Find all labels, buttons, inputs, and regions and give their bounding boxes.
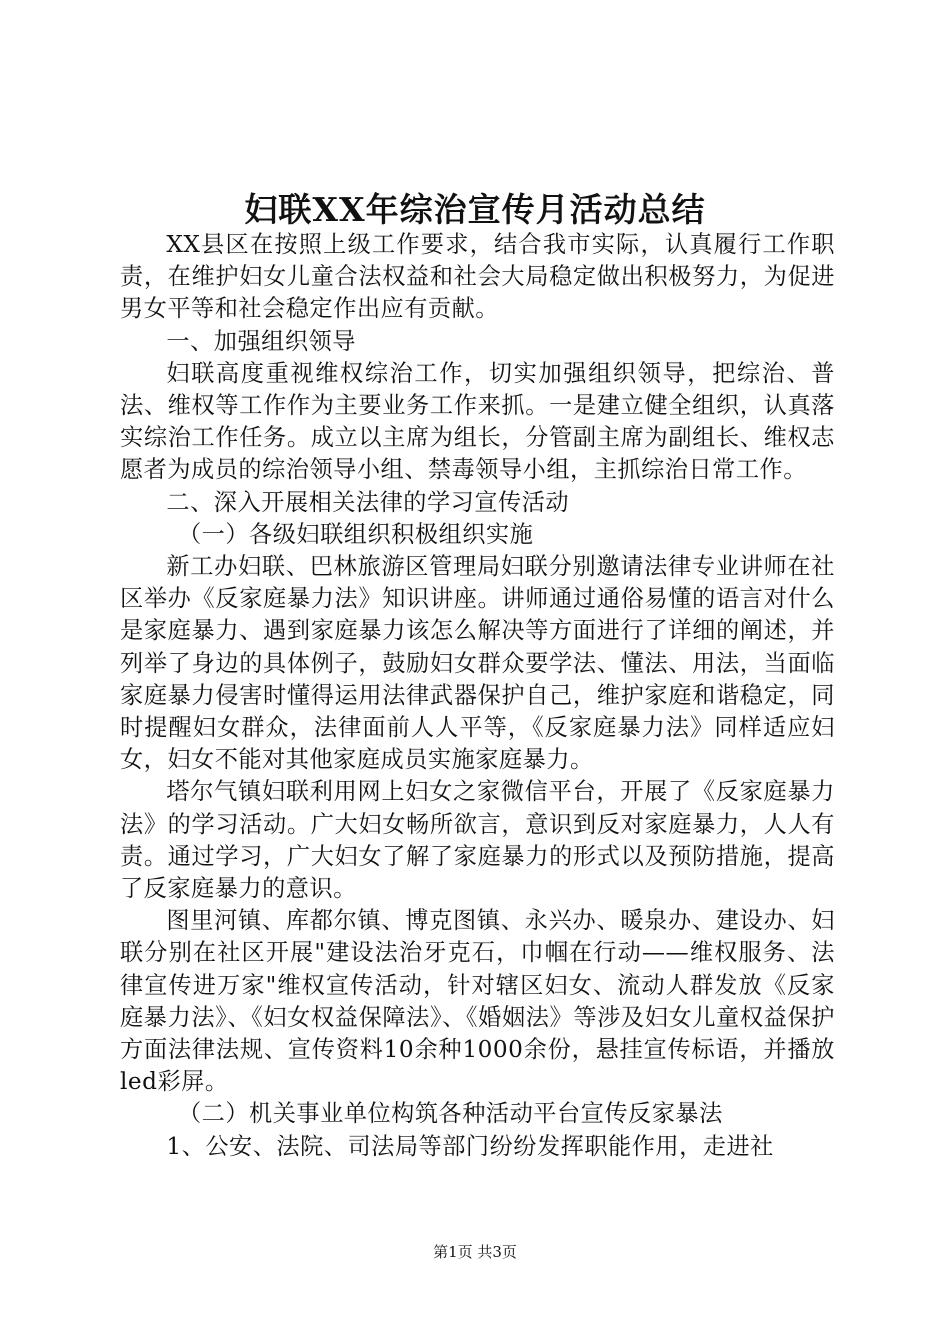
section-heading-legal-publicity: 二、深入开展相关法律的学习宣传活动 bbox=[166, 488, 570, 516]
document-body bbox=[120, 229, 835, 1163]
body-paragraph-departments: 1、公安、法院、司法局等部门纷纷发挥职能作用，走进社 bbox=[166, 1132, 774, 1160]
sub-heading-institutions: （二）机关事业单位构筑各种活动平台宣传反家暴法 bbox=[178, 1100, 723, 1128]
document-title: 妇联XX年综治宣传月活动总结 bbox=[244, 190, 706, 229]
section-heading-organization: 一、加强组织领导 bbox=[166, 327, 356, 355]
sub-heading-womens-federation: （一）各级妇联组织积极组织实施 bbox=[178, 520, 534, 548]
page-footer: 第1页 共3页 bbox=[433, 1243, 517, 1261]
body-paragraph-wechat: 塔尔气镇妇联利用网上妇女之家微信平台，开展了《反家庭暴力法》的学习活动。广大妇女畅所欲言，意识到反对家庭暴力，人人有责。通过学习，广大妇女了解了家庭暴力的形式以及预防措施，提高了反家庭暴力的意识。 bbox=[120, 778, 835, 903]
body-paragraph-lectures: 新工办妇联、巴林旅游区管理局妇联分别邀请法律专业讲师在社区举办《反家庭暴力法》知识讲座。讲师通过通俗易懂的语言对什么是家庭暴力、遇到家庭暴力该怎么解决等方面进行了详细的阐述，并列举了身边的具体例子，鼓励妇女群众要学法、懂法、用法，当面临家庭暴力侵害时懂得运用法律武器保护自己，维护家庭和谐稳定，同时提醒妇女群众，法律面前人人平等，《反家庭暴力法》同样适应妇女，妇女不能对其他家庭成员实施家庭暴力。 bbox=[120, 553, 835, 774]
body-paragraph-organization: 妇联高度重视维权综治工作，切实加强组织领导，把综治、普法、维权等工作作为主要业务工作来抓。一是建立健全组织，认真落实综治工作任务。成立以主席为组长，分管副主席为副组长、维权志愿者为成员的综治领导小组、禁毒领导小组，主抓综治日常工作。 bbox=[120, 359, 835, 484]
body-paragraph-community-campaign: 图里河镇、库都尔镇、博克图镇、永兴办、暖泉办、建设办、妇联分别在社区开展"建设法治牙克石，巾帼在行动——维权服务、法律宣传进万家"维权宣传活动，针对辖区妇女、流动人群发放《反家庭暴力法》、《妇女权益保障法》、《婚姻法》等涉及妇女儿童权益保护方面法律法规、宣传资料10余种1000余份，悬挂宣传标语，并播放led彩屏。 bbox=[120, 907, 835, 1096]
intro-paragraph: XX县区在按照上级工作要求，结合我市实际，认真履行工作职责，在维护妇女儿童合法权益和社会大局稳定做出积极努力，为促进男女平等和社会稳定作出应有贡献。 bbox=[120, 231, 835, 323]
